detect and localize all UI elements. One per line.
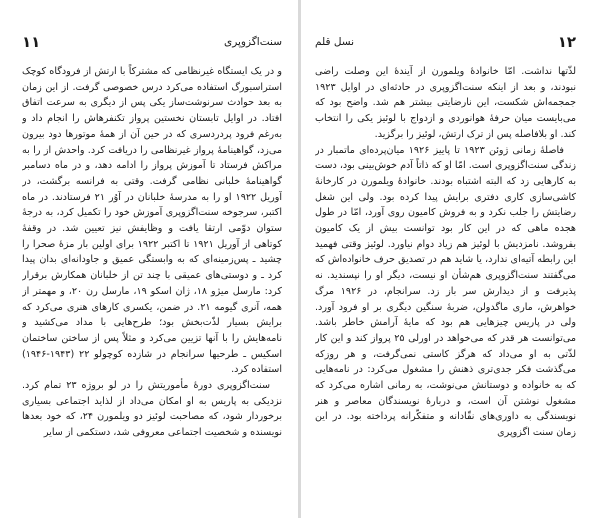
right-page bbox=[301, 0, 598, 518]
page-number: ۱۲ bbox=[557, 33, 576, 51]
page-number: ۱۱ bbox=[22, 33, 41, 51]
right-page-body bbox=[315, 64, 576, 506]
right-page-header bbox=[315, 32, 576, 52]
paragraph: و در یک ایستگاه غیرنظامی که مشترکاً با ارتش از فرودگاه کوچک استراسبورگ استفاده می‌کرد درس خصوصی گرفت. از این زمان به بعد حوادث سرنوشت‌ساز یکی پس از دیگری به سرعت اتفاق افتاد. در اوایل تابستان نخستین پرواز تکنفرهاش را انجام داد و به‌رغم فرود پردردسری که در حین آن از همهٔ موتورها دود بیرون می‌زد، گواهینامهٔ پرواز غیرنظامی را دریافت کرد. واحدش از را به مراکش فرستاد تا آموزش پرواز را ادامه دهد، و در ماه دسامبر گواهینامهٔ خلبانی نظامی گرفت. وقتی به فرانسه برگشت، در آوریل ۱۹۲۲ او را به مدرسهٔ خلبانان در آوُر ۲۱ فرستادند. در ماه اکتبر، سرجوخه سنت‌اگزوپری آموزش خود را تکمیل کرد، به درجهٔ ستوان دوّمی ارتقا یافت و وظایفش نیز تعیین شد. در وقفهٔ کوتاهی از آوریل ۱۹۲۱ تا اکتبر ۱۹۲۲ برای اولین بار مزهٔ صحرا را چشید ـ پس‌زمینه‌ای که به وابستگی عمیق و جاودانه‌ای بدان پیدا کرد ـ و دوستی‌های عمیقی با چند تن از خلبانان همکارش برقرار کرد: مارسل میژو ۱۸، ژان اسکو ۱۹، مارسل رن ۲۰، و مهمتر از همه، آنری گیومه ۲۱. در ضمن، یکسری کارهای هنری می‌کرد که برایش بسیار لذّت‌بخش بود؛ طرح‌هایی با مداد می‌کشید و نامه‌هایش را با آنها تزیین می‌کرد و مثلاً پس از ساختن ساختمان اسکیس ـ طرحیها سرانجام در شازده کوچولو ۲۲ (۱۹۴۳-۱۹۴۶) استفاده کرد. bbox=[22, 66, 282, 376]
paragraph: سنت‌اگزوپری دورهٔ مأموریتش را در لو بروژه ۲۳ تمام کرد. نزدیکی به پاریس به او امکان می‌داد از لذاید اجتماعی بسیاری برخوردار شود، که مصاحبت لوئیز دو ویلمورن ۲۴، که خود بعدها نویسنده و شخصیت اجتماعی معروفی شد، دستکمی از سایر bbox=[22, 380, 282, 439]
running-title: نسل قلم bbox=[315, 36, 355, 48]
running-title: سنت‌اگزوپری bbox=[224, 36, 282, 48]
paragraph: فاصلهٔ زمانی ژوئن ۱۹۲۳ تا پاییز ۱۹۲۶ میان‌پرده‌ای ماتمبار در زندگی سنت‌اگزوپری است. امّا او که ذاتاً آدم خوش‌بینی بود، دست به کارهایی زد که البته اشتباه بودند. خانوادهٔ ویلمورن در کارخانهٔ کاشی‌سازی کاری دفتری برایش پیدا کرده بود. ولی این شغل رضایتش را جلب نکرد و به فروش کامیون روی آورد، امّا در طول هجده ماهی که در این کار بود توانست بیش از یک کامیون بفروشد. نامزدیش با لوئیز هم زیاد دوام نیاورد. لوئیز وقتی فهمید این رابطه آتیه‌ای ندارد، یا شاید هم در تصدیق حرف خانواده‌اش که می‌گفتند سنت‌اگزوپری هم‌شأن او نیست، دیگر او را نپسندید. نه پذیرفت و از دیدارش سر باز زد. سرانجام، در ۱۹۲۶ مرگ خواهرش، ماری ماگدولن، ضربهٔ سنگین دیگری بر او فرود آورد. ولی در پاریس چیزهایی هم بود که مایهٔ آرامش خاطر باشد. می‌توانست هر قدر که می‌خواهد در اورلی ۲۵ پرواز کند و این کار لذّتی به او می‌داد که هرگز کاستی نمی‌گرفت، و هر روزکه می‌گذشت فکر جدی‌تری ذهنش را مشغول می‌کرد: در نامه‌هایی که به خانواده و دوستانش می‌نوشت، به رمانی اشاره می‌کرد که مشغول نوشتن آن است، و دربارهٔ نویسندگان معاصر و هنر نویسندگی به داوری‌های نقّادانه و متفکّرانه پرداخته بود. در این زمان سنت اگزوپری bbox=[315, 144, 576, 439]
left-page-header bbox=[22, 32, 282, 52]
left-page bbox=[0, 0, 298, 518]
paragraph: لذّتها نداشت. امّا خانوادهٔ ویلمورن از آیندهٔ این وصلت راضی نبودند، و بعد از اینکه سنت‌اگزوپری در حادثه‌ای در اوایل ۱۹۲۳ جمجمه‌اش شکست، این نارضایتی بیشتر هم شد. واضح بود که می‌بایست میان حرفهٔ هوانوردی و ازدواج با لوئیز یکی را انتخاب کند. او بلافاصله پس از ترک ارتش، لوئیز را برگزید. bbox=[315, 66, 576, 140]
left-page-body bbox=[22, 64, 282, 506]
